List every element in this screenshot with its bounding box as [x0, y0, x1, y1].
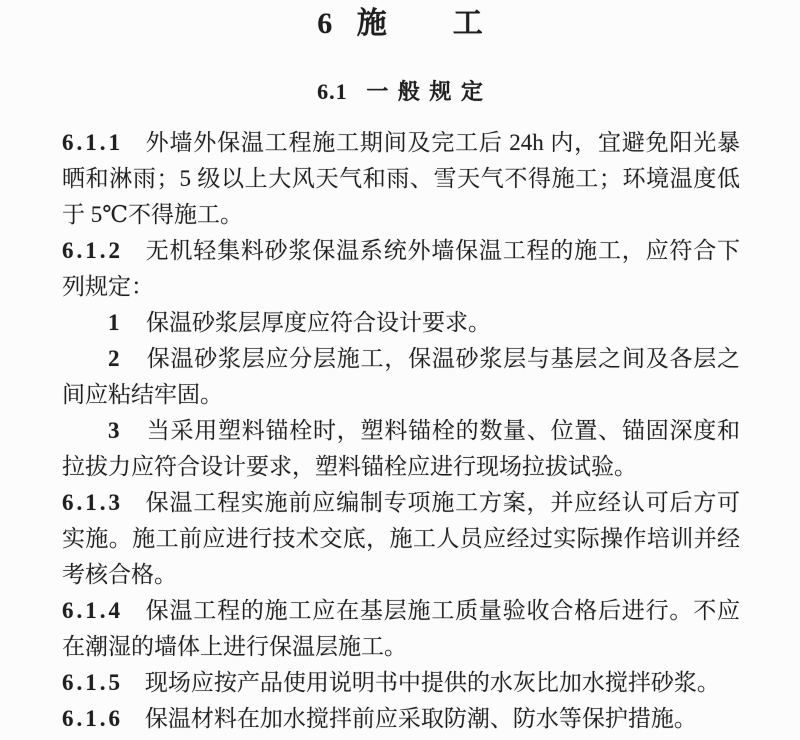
clause-text: 现场应按产品使用说明书中提供的水灰比加水搅拌砂浆。	[144, 669, 720, 695]
clause-paragraph	[62, 665, 740, 701]
chapter-heading	[62, 6, 740, 42]
clause-paragraph	[62, 341, 740, 413]
clause-paragraph	[62, 701, 740, 737]
chapter-number: 6	[317, 7, 335, 40]
clause-paragraph	[62, 593, 740, 665]
clause-label: 6.1.6	[62, 705, 123, 731]
clause-text: 无机轻集料砂浆保温系统外墙保温工程的施工，应符合下列规定：	[62, 237, 740, 299]
clause-paragraph	[62, 485, 740, 593]
clause-label: 6.1.1	[62, 129, 123, 155]
clause-text: 外墙外保温工程施工期间及完工后 24h 内，宜避免阳光暴晒和淋雨；5 级以上大风天气和雨、雪天气不得施工；环境温度低于 5℃不得施工。	[62, 129, 740, 227]
clause-label: 6.1.3	[62, 489, 123, 515]
clause-text: 保温工程实施前应编制专项施工方案，并应经认可后方可实施。施工前应进行技术交底，施工人员应经过实际操作培训并经考核合格。	[62, 489, 740, 587]
section-number: 6.1	[317, 79, 348, 104]
clause-paragraph	[62, 305, 740, 341]
clause-paragraph	[62, 413, 740, 485]
clause-label: 6.1.4	[62, 597, 123, 623]
clause-text: 保温材料在加水搅拌前应采取防潮、防水等保护措施。	[144, 705, 697, 731]
clause-label: 2	[108, 345, 120, 371]
section-title: 一 般 规 定	[366, 79, 485, 104]
clause-label: 3	[108, 417, 120, 443]
clause-paragraph	[62, 233, 740, 305]
clause-text: 保温砂浆层厚度应符合设计要求。	[145, 309, 491, 335]
chapter-title: 施 工	[356, 7, 485, 40]
clause-text: 当采用塑料锚栓时，塑料锚栓的数量、位置、锚固深度和拉拔力应符合设计要求，塑料锚栓应进行现场拉拔试验。	[62, 417, 740, 479]
clause-list	[62, 125, 740, 737]
section-heading	[62, 78, 740, 107]
clause-text: 保温工程的施工应在基层施工质量验收合格后进行。不应在潮湿的墙体上进行保温层施工。	[62, 597, 740, 659]
clause-text: 保温砂浆层应分层施工，保温砂浆层与基层之间及各层之间应粘结牢固。	[62, 345, 740, 407]
clause-label: 6.1.5	[62, 669, 123, 695]
clause-label: 6.1.2	[62, 237, 123, 263]
clause-label: 1	[108, 309, 120, 335]
clause-paragraph	[62, 125, 740, 233]
